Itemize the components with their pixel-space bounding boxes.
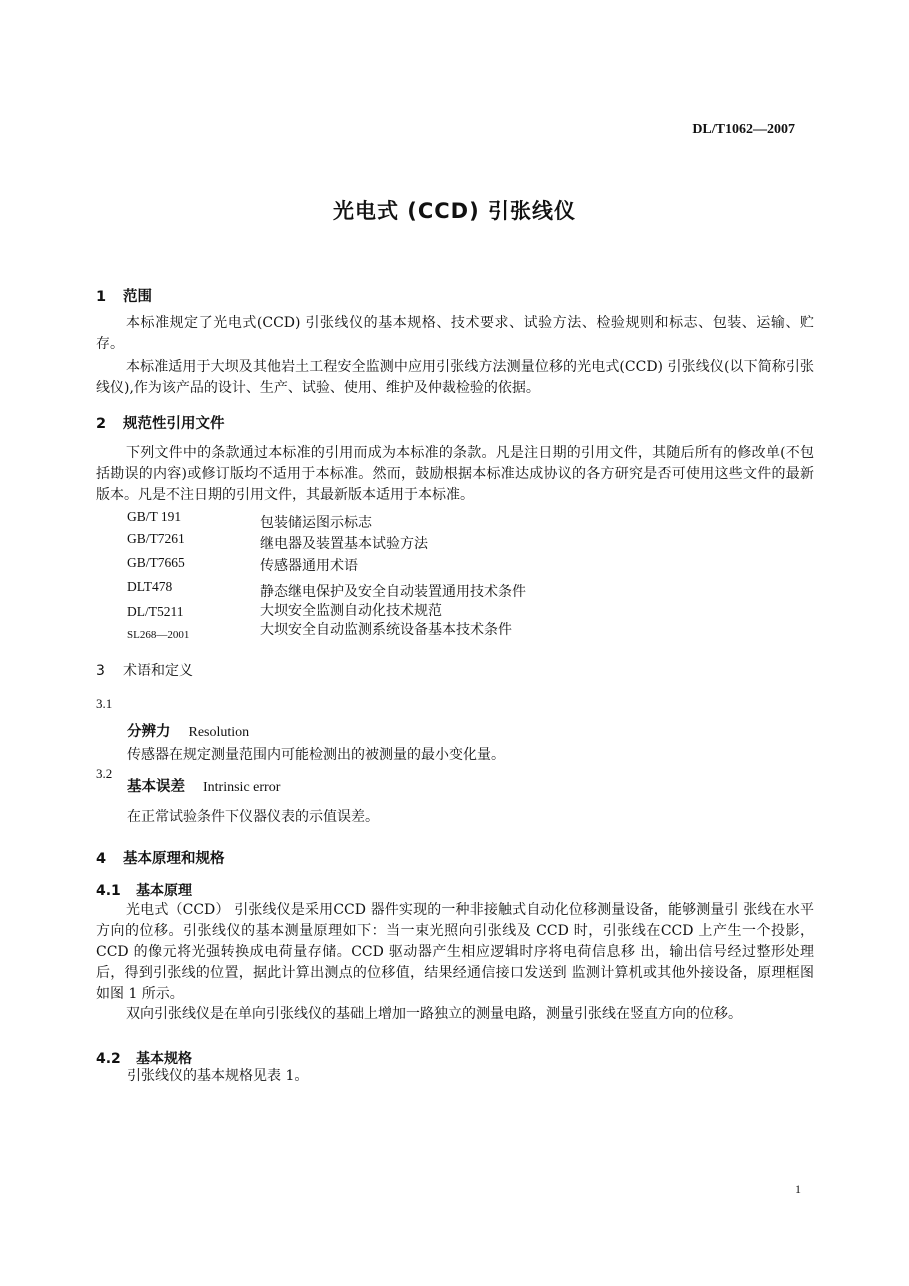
ref-code: SL268—2001 [127,629,190,641]
ref-title: 大坝安全监测自动化技术规范 [260,603,442,619]
term-number: 3.1 [96,696,113,711]
subsection-4-1-paragraph-1: 光电式（CCD） 引张线仪是采用CCD 器件实现的一种非接触式自动化位移测量设备，能够测量引 张线在水平方向的位移。引张线仪的基本测量原理如下：当一束光照向引张线及 CCD 时，引张线在CCD 上产生一个投影，CCD 的像元将光强转换成电荷量存储。CCD 驱动器产生相应逻辑时序将电荷信息移 出，输出信号经过整形处理后，得到引张线的位置，据此计算出测点的位移值，结果经通信接口发送到 监测计算机或其他外接设备，原理框图如图 1 所示。 [96,902,814,1002]
term-1 [127,720,249,741]
section-1-paragraph-2: 本标准适用于大坝及其他岩土工程安全监测中应用引张线方法测量位移的光电式(CCD) 引张线仪(以下简称引张线仪),作为该产品的设计、生产、试验、使用、维护及仲裁检验的依据。 [96,359,814,396]
subsection-number: 4.1 [96,883,121,899]
ref-code: DLT478 [127,579,173,594]
section-number: 4 [96,851,107,867]
section-title: 规范性引用文件 [123,416,225,432]
ref-title: 传感器通用术语 [260,558,358,574]
ref-code: GB/T 191 [127,509,182,524]
section-title: 范围 [123,289,152,305]
term-definition: 传感器在规定测量范围内可能检测出的被测量的最小变化量。 [127,747,505,763]
subsection-number: 4.2 [96,1051,121,1067]
section-4-heading [96,847,225,868]
section-1-heading [96,285,152,306]
subsection-title: 基本原理 [136,883,192,899]
term-number: 3.2 [96,766,113,781]
section-number: 3 [96,663,105,679]
ref-code: GB/T7261 [127,531,185,546]
term-chinese: 分辨力 [127,724,171,740]
term-english: Resolution [188,725,250,740]
ref-title: 继电器及装置基本试验方法 [260,536,428,552]
ref-code: DL/T5211 [127,604,184,619]
section-title: 术语和定义 [123,663,193,679]
document-code: DL/T1062—2007 [692,122,795,137]
section-title: 基本原理和规格 [123,851,225,867]
section-3-heading [96,660,193,680]
term-2 [127,775,280,796]
subsection-4-1-paragraph-2: 双向引张线仪是在单向引张线仪的基础上增加一路独立的测量电路，测量引张线在竖直方向的位移。 [126,1006,742,1022]
section-1-paragraph-1: 本标准规定了光电式(CCD) 引张线仪的基本规格、技术要求、试验方法、检验规则和标志、包装、运输、贮存。 [96,315,814,352]
ref-title: 包装储运图示标志 [260,515,372,531]
subsection-4-2-paragraph-1: 引张线仪的基本规格见表 1。 [127,1068,309,1084]
ref-code: GB/T7665 [127,555,185,570]
ref-title: 静态继电保护及安全自动装置通用技术条件 [260,584,526,600]
section-2-heading [96,412,225,433]
term-english: Intrinsic error [203,780,281,795]
subsection-4-1-heading [96,880,192,900]
section-number: 2 [96,416,107,432]
section-number: 1 [96,289,107,305]
ref-title: 大坝安全自动监测系统设备基本技术条件 [260,622,512,638]
document-title: 光电式 (CCD) 引张线仪 [332,199,577,223]
section-2-paragraph-1: 下列文件中的条款通过本标准的引用而成为本标准的条款。凡是注日期的引用文件，其随后所有的修改单(不包括勘误的内容)或修订版均不适用于本标准。然而，鼓励根据本标准达成协议的各方研究是否可使用这些文件的最新版本。凡是不注日期的引用文件，其最新版本适用于本标准。 [96,445,814,503]
subsection-title: 基本规格 [136,1051,192,1067]
page-number: 1 [795,1182,801,1196]
term-definition: 在正常试验条件下仪器仪表的示值误差。 [127,809,379,825]
term-chinese: 基本误差 [127,779,185,795]
